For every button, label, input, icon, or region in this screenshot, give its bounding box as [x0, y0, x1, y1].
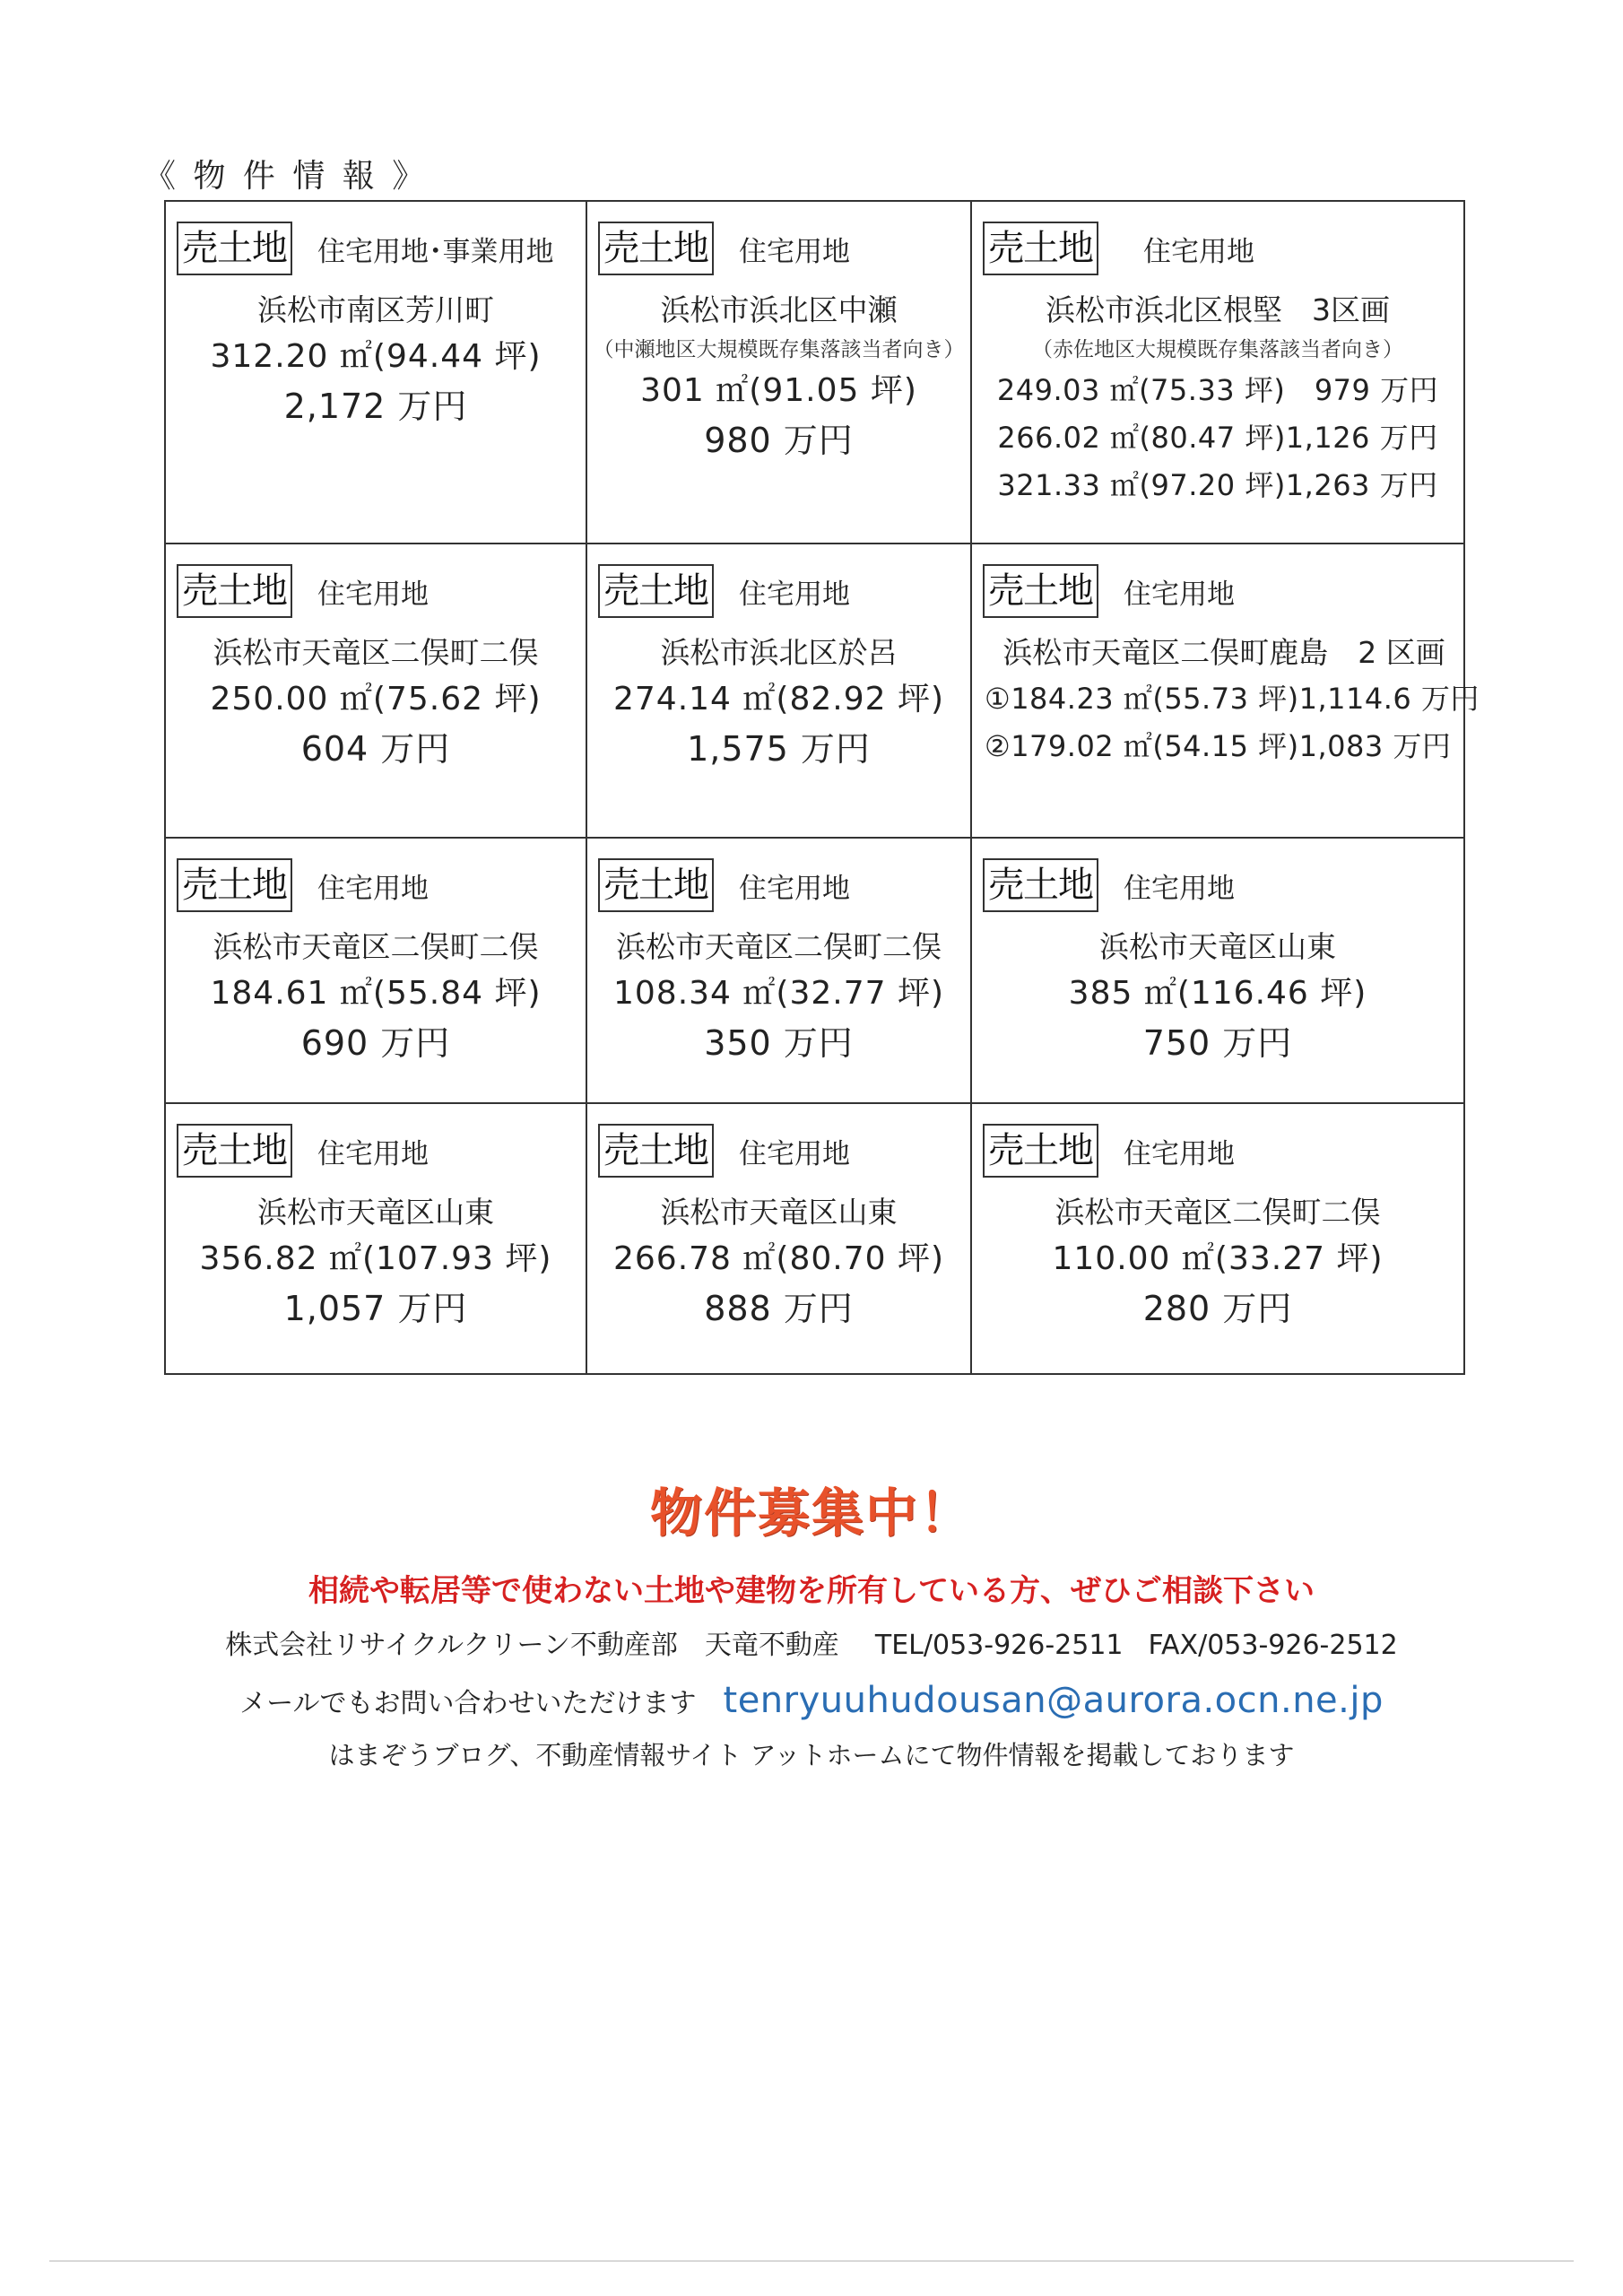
location: 浜松市浜北区於呂 [660, 635, 898, 670]
area: 301 ㎡(91.05 坪) [640, 372, 917, 409]
land-use: 住宅用地 [739, 235, 850, 268]
land-use: 住宅用地 [739, 578, 850, 611]
lot-line: ①184.23 ㎡(55.73 坪)1,114.6 万円 [985, 682, 1480, 716]
company-name: 株式会社リサイクルクリーン不動産部 天竜不動産 [225, 1630, 839, 1661]
land-use: 住宅用地 [739, 1137, 850, 1170]
for-sale-tag: 売土地 [598, 1124, 714, 1178]
land-use: 住宅用地･事業用地 [317, 235, 554, 268]
email-link[interactable]: tenryuuhudousan@aurora.ocn.ne.jp [723, 1680, 1384, 1721]
listing-card [586, 201, 971, 544]
location: 浜松市南区芳川町 [257, 292, 494, 327]
for-sale-tag: 売土地 [177, 1124, 292, 1178]
land-use: 住宅用地 [1143, 235, 1254, 268]
land-use: 住宅用地 [317, 872, 429, 905]
price: 1,575 万円 [687, 729, 871, 769]
blog-note: はまぞうブログ、不動産情報サイト アットホームにて物件情報を掲載しております [328, 1740, 1295, 1770]
listing-card [165, 838, 586, 1103]
lot-line: 266.02 ㎡(80.47 坪)1,126 万円 [997, 421, 1438, 455]
area: 184.61 ㎡(55.84 坪) [210, 975, 542, 1012]
listing-card [971, 838, 1464, 1103]
footer [0, 1471, 1623, 1772]
property-table [164, 200, 1480, 1375]
recruit-heading: 物件募集中！ [649, 1483, 973, 1544]
mail-line [0, 1680, 1623, 1721]
area: 274.14 ㎡(82.92 坪) [612, 681, 944, 718]
tel-number: TEL/053-926-2511 [874, 1630, 1124, 1661]
price: 2,172 万円 [283, 387, 468, 426]
area: 110.00 ㎡(33.27 坪) [1052, 1240, 1384, 1277]
location: 浜松市浜北区根堅 3区画 [1046, 292, 1390, 327]
fax-number: FAX/053-926-2512 [1148, 1630, 1398, 1661]
price: 350 万円 [704, 1023, 854, 1063]
area: 385 ㎡(116.46 坪) [1068, 975, 1367, 1012]
company-contact [0, 1622, 1623, 1662]
eligibility-note: （中瀬地区大規模既存集落該当者向き） [593, 338, 965, 361]
price: 888 万円 [704, 1289, 854, 1328]
land-use: 住宅用地 [1124, 578, 1235, 611]
area: 250.00 ㎡(75.62 坪) [210, 681, 542, 718]
for-sale-tag: 売土地 [177, 858, 292, 912]
listing-card [586, 1103, 971, 1374]
land-use: 住宅用地 [739, 872, 850, 905]
price: 1,057 万円 [283, 1289, 468, 1328]
location: 浜松市天竜区二俣町二俣 [213, 635, 539, 670]
area: 108.34 ㎡(32.77 坪) [612, 975, 944, 1012]
price: 690 万円 [300, 1023, 451, 1063]
for-sale-tag: 売土地 [598, 564, 714, 618]
mail-lead: メールでもお問い合わせいただけます [239, 1688, 697, 1719]
land-use: 住宅用地 [317, 578, 429, 611]
for-sale-tag: 売土地 [983, 564, 1098, 618]
eligibility-note: （赤佐地区大規模既存集落該当者向き） [1032, 338, 1403, 361]
for-sale-tag: 売土地 [598, 222, 714, 275]
listing-card [971, 1103, 1464, 1374]
for-sale-tag: 売土地 [177, 222, 292, 275]
listing-card [971, 201, 1464, 544]
area: 266.78 ㎡(80.70 坪) [612, 1240, 944, 1277]
land-use: 住宅用地 [317, 1137, 429, 1170]
for-sale-tag: 売土地 [177, 564, 292, 618]
lot-line: 321.33 ㎡(97.20 坪)1,263 万円 [997, 468, 1438, 502]
location: 浜松市浜北区中瀬 [660, 292, 898, 327]
land-use: 住宅用地 [1124, 1137, 1235, 1170]
price: 280 万円 [1142, 1289, 1293, 1328]
listing-card [971, 544, 1480, 838]
location: 浜松市天竜区二俣町二俣 [1055, 1195, 1381, 1230]
lot-line: 249.03 ㎡(75.33 坪) 979 万円 [996, 373, 1439, 407]
location: 浜松市天竜区山東 [257, 1195, 494, 1230]
location: 浜松市天竜区二俣町二俣 [616, 929, 942, 964]
location: 浜松市天竜区二俣町鹿島 2 区画 [1002, 635, 1445, 670]
lot-line: ②179.02 ㎡(54.15 坪)1,083 万円 [985, 729, 1452, 763]
location: 浜松市天竜区山東 [660, 1195, 898, 1230]
scan-edge-line [49, 2260, 1574, 2262]
area: 356.82 ㎡(107.93 坪) [199, 1240, 552, 1277]
price: 750 万円 [1142, 1023, 1293, 1063]
page-heading: 《 物 件 情 報 》 [143, 158, 429, 195]
for-sale-tag: 売土地 [598, 858, 714, 912]
for-sale-tag: 売土地 [983, 222, 1098, 275]
location: 浜松市天竜区山東 [1099, 929, 1336, 964]
listing-card [586, 838, 971, 1103]
listing-card [586, 544, 971, 838]
listing-card [165, 1103, 586, 1374]
area: 312.20 ㎡(94.44 坪) [210, 338, 542, 375]
location: 浜松市天竜区二俣町二俣 [213, 929, 539, 964]
appeal-text: 相続や転居等で使わない土地や建物を所有している方、ぜひご相談下さい [308, 1573, 1315, 1609]
price: 980 万円 [704, 421, 854, 460]
for-sale-tag: 売土地 [983, 1124, 1098, 1178]
land-use: 住宅用地 [1124, 872, 1235, 905]
price: 604 万円 [300, 729, 451, 769]
for-sale-tag: 売土地 [983, 858, 1098, 912]
listing-card [165, 544, 586, 838]
listing-card [165, 201, 586, 544]
